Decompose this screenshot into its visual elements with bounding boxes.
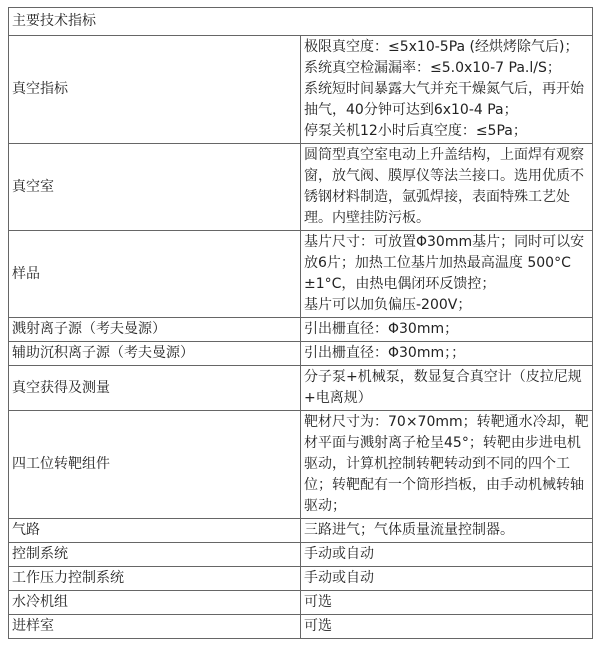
table-row bbox=[9, 591, 593, 615]
spec-value-cell bbox=[301, 366, 593, 411]
spec-value-line: 基片尺寸：可放置Φ30mm基片；同时可以安放6片；加热工位基片加热最高温度 500°C±1°C，由热电偶闭环反馈控； bbox=[304, 234, 585, 292]
spec-value-cell bbox=[301, 411, 593, 519]
table-row bbox=[9, 543, 593, 567]
spec-value-line: 手动或自动 bbox=[304, 570, 374, 586]
spec-value-line: 引出栅直径：Φ30mm；； bbox=[304, 345, 466, 361]
spec-name-cell: 进样室 bbox=[9, 615, 301, 639]
spec-value-cell bbox=[301, 36, 593, 144]
spec-value-line: 可选 bbox=[304, 594, 332, 610]
spec-value-cell bbox=[301, 543, 593, 567]
spec-value-line: 停泵关机12小时后真空度：≤5Pa； bbox=[304, 123, 527, 139]
spec-table bbox=[8, 7, 593, 639]
spec-name-cell: 四工位转靶组件 bbox=[9, 411, 301, 519]
table-row bbox=[9, 342, 593, 366]
spec-value-cell bbox=[301, 591, 593, 615]
title-row bbox=[9, 8, 593, 36]
spec-value-cell bbox=[301, 342, 593, 366]
spec-value-cell bbox=[301, 567, 593, 591]
spec-name-cell: 真空室 bbox=[9, 144, 301, 231]
spec-value-cell bbox=[301, 615, 593, 639]
table-row bbox=[9, 366, 593, 411]
spec-value-line: 系统真空检漏漏率：≤5.0x10-7 Pa.l/S； bbox=[304, 60, 561, 76]
spec-name-cell: 辅助沉积离子源（考夫曼源） bbox=[9, 342, 301, 366]
table-row bbox=[9, 615, 593, 639]
spec-value-cell bbox=[301, 519, 593, 543]
table-title: 主要技术指标 bbox=[9, 8, 593, 36]
spec-value-line: 极限真空度：≤5x10-5Pa (经烘烤除气后)； bbox=[304, 39, 579, 55]
spec-value-line: 基片可以加负偏压-200V； bbox=[304, 297, 472, 313]
table-row bbox=[9, 144, 593, 231]
spec-value-line: 引出栅直径：Φ30mm； bbox=[304, 321, 459, 337]
spec-value-line: 系统短时间暴露大气并充干燥氮气后，再开始抽气，40分钟可达到6x10-4 Pa； bbox=[304, 81, 584, 118]
table-row bbox=[9, 36, 593, 144]
table-row bbox=[9, 411, 593, 519]
table-row bbox=[9, 318, 593, 342]
spec-name-cell: 控制系统 bbox=[9, 543, 301, 567]
spec-value-line: 手动或自动 bbox=[304, 546, 374, 562]
spec-name-cell: 溅射离子源（考夫曼源） bbox=[9, 318, 301, 342]
table-row bbox=[9, 519, 593, 543]
spec-value-cell bbox=[301, 231, 593, 318]
spec-value-line: 可选 bbox=[304, 618, 332, 634]
spec-name-cell: 工作压力控制系统 bbox=[9, 567, 301, 591]
spec-value-line: 三路进气；气体质量流量控制器。 bbox=[304, 522, 514, 538]
spec-name-cell: 样品 bbox=[9, 231, 301, 318]
spec-name-cell: 气路 bbox=[9, 519, 301, 543]
spec-value-cell bbox=[301, 144, 593, 231]
spec-value-line: 靶材尺寸为：70×70mm；转靶通水冷却，靶材平面与溅射离子枪呈45°；转靶由步进电机驱动，计算机控制转靶转动到不同的四个工位；转靶配有一个筒形挡板，由手动机械转轴驱动； bbox=[304, 414, 589, 514]
table-row bbox=[9, 567, 593, 591]
table-row bbox=[9, 231, 593, 318]
spec-value-cell bbox=[301, 318, 593, 342]
spec-name-cell: 真空获得及测量 bbox=[9, 366, 301, 411]
spec-value-line: 圆筒型真空室电动上升盖结构，上面焊有观察窗，放气阀、膜厚仪等法兰接口。选用优质不锈钢材料制造，氩弧焊接，表面特殊工艺处理。内壁挂防污板。 bbox=[304, 147, 584, 226]
spec-name-cell: 真空指标 bbox=[9, 36, 301, 144]
spec-value-line: 分子泵+机械泵，数显复合真空计（皮拉尼规+电离规） bbox=[304, 369, 582, 406]
spec-name-cell: 水冷机组 bbox=[9, 591, 301, 615]
